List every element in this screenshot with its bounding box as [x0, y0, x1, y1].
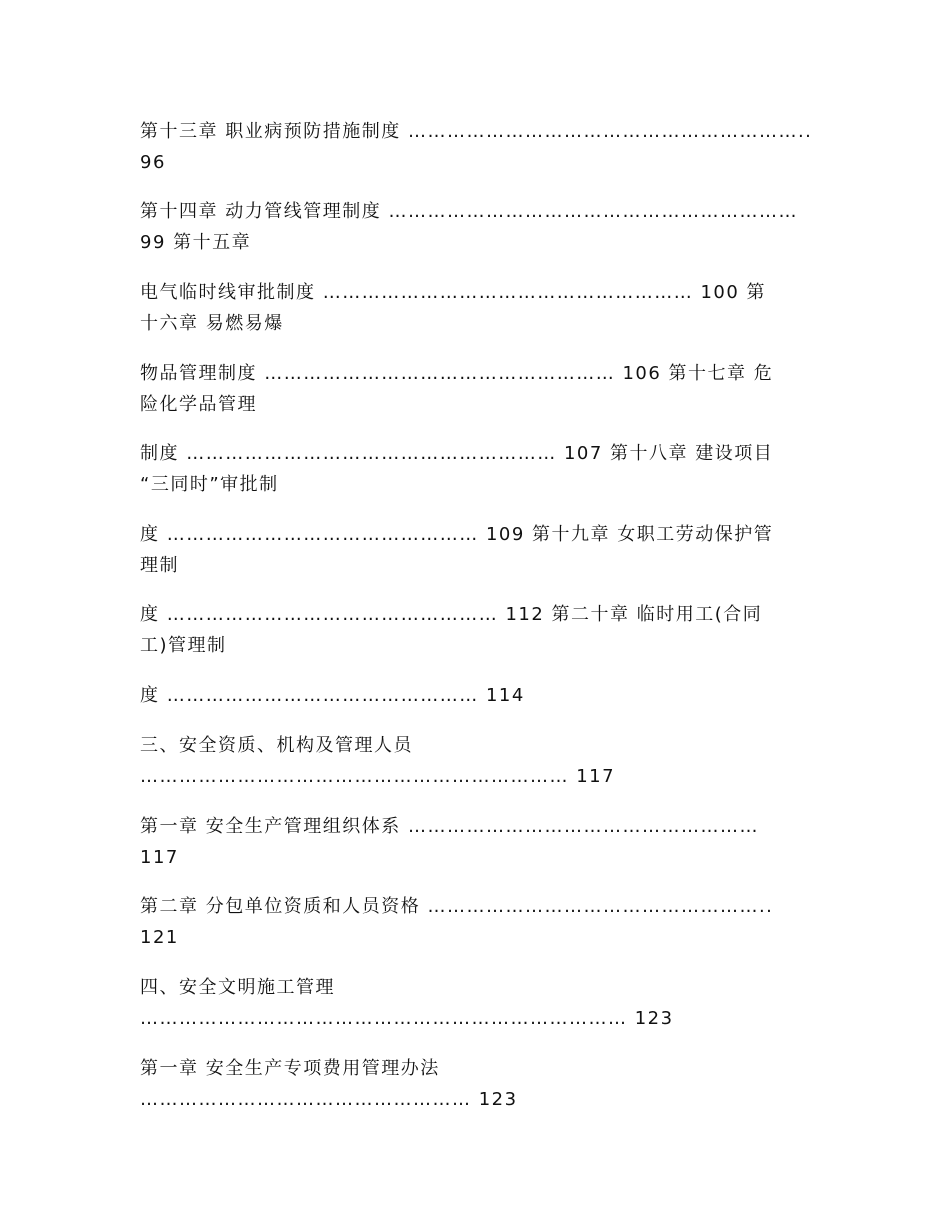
toc-entry-section-4[interactable]: [140, 972, 820, 1034]
toc-section-heading: 四、安全文明施工管理: [140, 977, 335, 998]
toc-line: 第十四章 动力管线管理制度 ………………………………………………………: [140, 201, 798, 222]
toc-line: 工)管理制: [140, 635, 227, 656]
toc-page-number: 117: [140, 847, 179, 868]
toc-entry-chapter-13[interactable]: [140, 116, 820, 178]
toc-entry-section-4-chapter-1[interactable]: [140, 1053, 820, 1115]
toc-line: 制度 ………………………………………………… 107 第十八章 建设项目: [140, 443, 774, 464]
toc-line: 度 ………………………………………… 114: [140, 685, 525, 706]
toc-entry-section-3-chapter-2[interactable]: [140, 891, 820, 953]
toc-line: 99 第十五章: [140, 232, 252, 253]
toc-entry-chapter-17[interactable]: [140, 438, 820, 500]
toc-line: 度 …………………………………………… 112 第二十章 临时用工(合同: [140, 604, 763, 625]
toc-entry-section-3-chapter-1[interactable]: [140, 811, 820, 873]
toc-entry-chapter-16[interactable]: [140, 358, 820, 420]
toc-line: 第二章 分包单位资质和人员资格 ……………………………………………..: [140, 896, 774, 917]
toc-line: 度 ………………………………………… 109 第十九章 女职工劳动保护管: [140, 524, 774, 545]
toc-page-number: 121: [140, 927, 179, 948]
toc-line: “三同时”审批制: [140, 474, 279, 495]
toc-entry-chapter-19[interactable]: [140, 599, 820, 661]
toc-line: 第一章 安全生产专项费用管理办法: [140, 1058, 440, 1079]
toc-entry-chapter-18[interactable]: [140, 519, 820, 581]
toc-entry-chapter-15[interactable]: [140, 277, 820, 339]
toc-line: 理制: [140, 555, 179, 576]
toc-line: 第一章 安全生产管理组织体系 ………………………………………………: [140, 816, 759, 837]
toc-entry-chapter-20[interactable]: [140, 680, 820, 711]
toc-line: 电气临时线审批制度 ………………………………………………… 100 第: [140, 282, 767, 303]
toc-line: 物品管理制度 ……………………………………………… 106 第十七章 危: [140, 363, 774, 384]
toc-line: 第十三章 职业病预防措施制度 ……………………………………………………..: [140, 121, 813, 142]
toc-line: 十六章 易燃易爆: [140, 313, 284, 334]
toc-entry-section-3[interactable]: [140, 730, 820, 792]
toc-entry-chapter-14[interactable]: [140, 196, 820, 258]
toc-line: …………………………………………… 123: [140, 1089, 518, 1110]
toc-section-heading: 三、安全资质、机构及管理人员: [140, 735, 413, 756]
toc-line: ………………………………………………………………… 123: [140, 1008, 674, 1029]
toc-page-number: 96: [140, 152, 166, 173]
toc-line: 险化学品管理: [140, 394, 257, 415]
toc-line: ………………………………………………………… 117: [140, 766, 616, 787]
